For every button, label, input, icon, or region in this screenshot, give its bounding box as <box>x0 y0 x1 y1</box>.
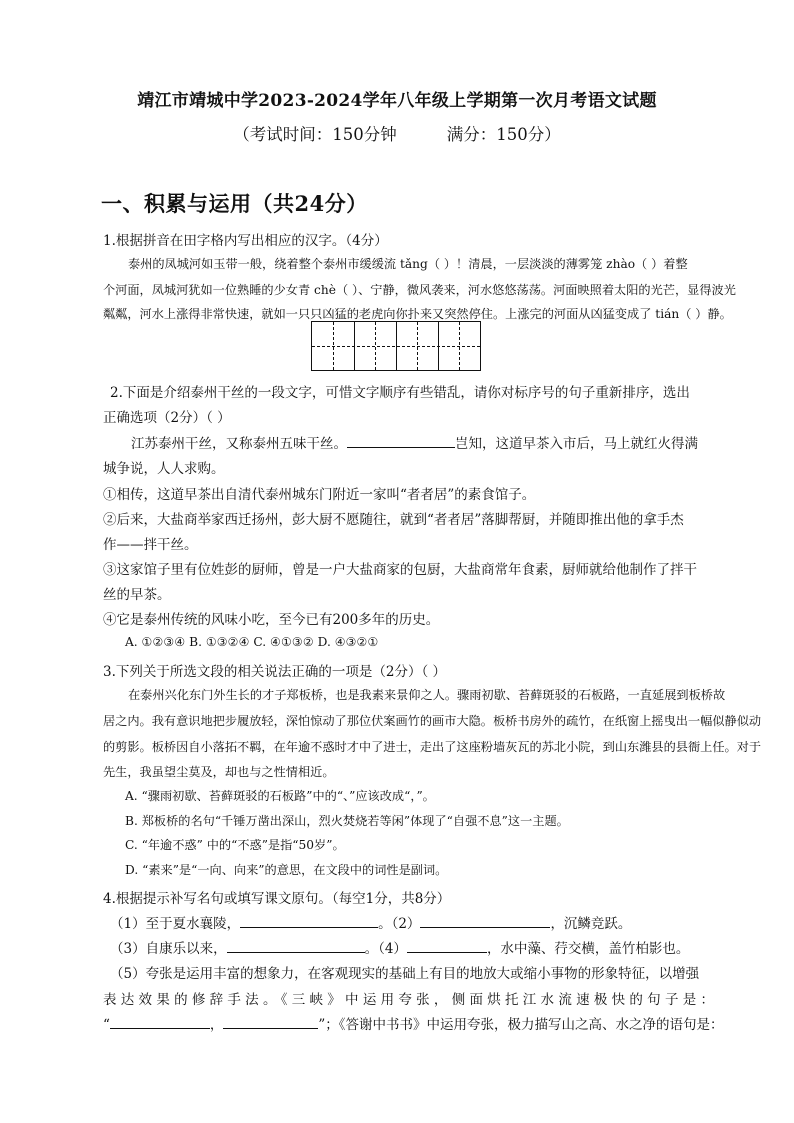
q2-sentence-4: ④它是泰州传统的风味小吃，至今已有200多年的历史。 <box>103 612 440 628</box>
grid-vertical-guide <box>375 322 376 370</box>
q4-item-4: 。（4） <box>364 941 407 957</box>
q4-quote-open: “ <box>103 1017 110 1033</box>
q2-prompt-line-2: 正确选项（2分）（ ） <box>103 410 231 426</box>
q3-option-c[interactable]: C. “年逾不惑” 中的“不惑”是指“50岁”。 <box>125 838 345 852</box>
q3-passage-line-2: 居之内。我有意识地把步履放轻，深怕惊动了那位伏案画竹的画市大隐。板桥书房外的疏竹，在纸窗上摇曳出一幅似静似动 <box>103 714 762 728</box>
q3-passage-line-1: 在泰州兴化东门外生长的才子郑板桥，也是我素来景仰之人。骤雨初歇、苔藓斑驳的石板路，一直延展到板桥故 <box>128 688 726 702</box>
q4-blank-5[interactable] <box>110 1014 210 1029</box>
q2-text-intro: 江苏泰州干丝，又称泰州五味干丝。 <box>131 436 347 452</box>
q2-sentence-2-line-2: 作——拌干丝。 <box>103 537 198 553</box>
q4-item-1: （1）至于夏水襄陵， <box>110 916 241 932</box>
q1-line-1: 泰州的凤城河如玉带一般，绕着整个泰州市缓缓流 tǎng（ ）！清晨，一层淡淡的薄雾笼 zhào（ ）着整 <box>128 257 688 271</box>
q1-prompt: 1.根据拼音在田字格内写出相应的汉字。（4分） <box>103 233 388 249</box>
grid-cell-divider <box>438 322 439 370</box>
q2-text-line-1 <box>131 432 698 452</box>
q4-blank-6[interactable] <box>223 1014 318 1029</box>
q2-prompt-line-1: 2.下面是介绍泰州干丝的一段文字，可惜文字顺序有些错乱，请你对标序号的句子重新排序，选出 <box>110 385 690 401</box>
q2-sentence-2-line-1: ②后来，大盐商举家西迁扬州，彭大厨不愿随往，就到“者者居”落脚帮厨，并随即推出他的拿手杰 <box>103 512 684 528</box>
q2-text-line-2: 城争说，人人求购。 <box>103 461 225 477</box>
tianzige-grid[interactable] <box>311 321 481 371</box>
q3-prompt: 3.下列关于所选文段的相关说法正确的一项是（2分）（ ） <box>103 664 447 680</box>
q2-sentence-3-line-2: 丝的早茶。 <box>103 587 171 603</box>
q3-passage-line-4: 先生，我虽望尘莫及，却也与之性情相近。 <box>103 765 335 779</box>
q4-item-5-line-2: 表达效果的修辞手法。《三峡》中运用夸张，侧面烘托江水流速极快的句子是： <box>103 992 714 1008</box>
q4-blank-3[interactable] <box>227 938 365 953</box>
q4-item-5-line-1: （5）夸张是运用丰富的想象力，在客观现实的基础上有目的地放大或缩小事物的形象特征，以增强 <box>110 966 700 982</box>
q4-item-2: 。（2） <box>378 916 421 932</box>
q4-row-2 <box>110 937 689 957</box>
q3-option-b[interactable]: B. 郑板桥的名句“千锤万凿出深山，烈火焚烧若等闲”体现了“自强不息”这一主题。 <box>125 814 569 828</box>
grid-cell-divider <box>354 322 355 370</box>
q4-comma: ， <box>209 1017 224 1033</box>
q1-line-3: 粼粼，河水上涨得非常快速，就如一只只凶猛的老虎向你扑来又突然停住。上涨完的河面从凶猛变成了 tián（ ）静。 <box>103 307 732 321</box>
full-score: 满分：150分） <box>446 125 561 144</box>
q4-prompt: 4.根据提示补写名句或填写课文原句。（每空1分，共8分） <box>103 891 451 907</box>
exam-title: 靖江市靖城中学2023-2024学年八年级上学期第一次月考语文试题 <box>137 91 657 111</box>
q4-row-1 <box>110 912 631 932</box>
grid-vertical-guide <box>333 322 334 370</box>
q4-blank-4[interactable] <box>407 938 487 953</box>
q2-text-rest: 岂知，这道早茶入市后，马上就红火得满 <box>455 436 698 452</box>
q4-blank-2[interactable] <box>420 913 550 928</box>
grid-cell-divider <box>396 322 397 370</box>
q4-blank-1[interactable] <box>240 913 378 928</box>
exam-time: （考试时间：150分钟 <box>233 125 397 144</box>
exam-subtitle <box>0 121 794 145</box>
q4-item-5-line-3 <box>103 1013 724 1033</box>
q2-options[interactable]: A. ①②③④ B. ①③②④ C. ④①③② D. ④③②① <box>125 635 379 649</box>
q4-item-5-rest: ”；《答谢中书书》中运用夸张，极力描写山之高、水之净的语句是： <box>318 1017 724 1033</box>
q4-item-2-end: ，沉鳞竞跃。 <box>550 916 632 932</box>
q4-item-4-end: ，水中藻、荇交横，盖竹柏影也。 <box>486 941 690 957</box>
q3-option-d[interactable]: D. “素来”是“一向、向来”的意思，在文段中的词性是副词。 <box>125 863 448 877</box>
q2-answer-blank[interactable] <box>347 433 455 448</box>
q2-sentence-3-line-1: ③这家馆子里有位姓彭的厨师，曾是一户大盐商家的包厨，大盐商常年食素，厨师就给他制作了拌干 <box>103 562 697 578</box>
q1-line-2: 个河面，凤城河犹如一位熟睡的少女青 chè（ ）、宁静，微风袭来，河水悠悠荡荡。河面映照着太阳的光芒，显得波光 <box>103 283 736 297</box>
q4-item-3: （3）自康乐以来， <box>110 941 227 957</box>
q2-sentence-1: ①相传，这道早茶出自清代泰州城东门附近一家叫“者者居”的素食馆子。 <box>103 487 536 503</box>
q3-passage-line-3: 的剪影。板桥因自小落拓不羁，在年逾不惑时才中了进士，走出了这座粉墙灰瓦的苏北小院，到山东潍县的县衙上任。对于 <box>103 740 762 754</box>
grid-vertical-guide <box>459 322 460 370</box>
grid-vertical-guide <box>417 322 418 370</box>
q3-option-a[interactable]: A. “骤雨初歇、苔藓斑驳的石板路”中的“、”应该改成“，”。 <box>125 789 435 803</box>
section-1-title: 一、积累与运用（共24分） <box>101 191 368 216</box>
